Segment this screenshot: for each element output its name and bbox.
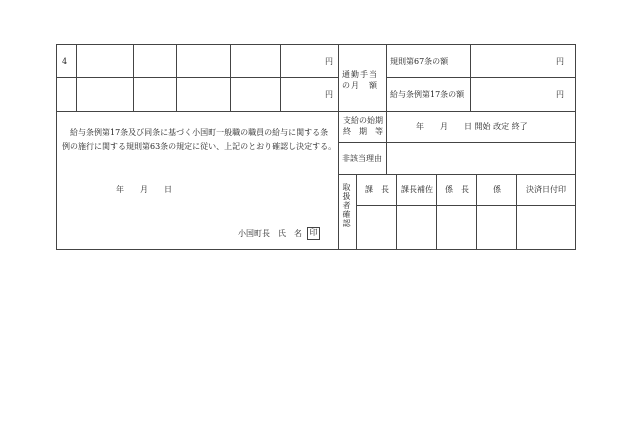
column-divider-1: [76, 44, 77, 111]
ordinance17-label: 給与条例第17条の額: [390, 90, 465, 99]
start-period-label: 支給の始期: [343, 116, 383, 125]
column-divider-3: [176, 44, 177, 111]
table-border-bottom: [56, 249, 576, 250]
row-divider-left: [56, 77, 338, 78]
yen-unit-1: 円: [325, 57, 333, 66]
period-date-line: 年 月 日 開始 改定 終了: [416, 122, 528, 131]
row-divider-period: [338, 142, 576, 143]
column-divider-label: [386, 44, 387, 174]
mayor-signature-label: 小国町長 氏 名: [238, 229, 302, 238]
table-border-left: [56, 44, 57, 250]
decision-text-line2: 例の施行に関する規則第63条の規定に従い、上記のとおり確認し決定する。: [62, 142, 337, 151]
non-applicable-label: 非該当理由: [342, 154, 382, 163]
row-number: 4: [62, 57, 68, 66]
column-divider-2: [133, 44, 134, 111]
decision-text-line1: 給与条例第17条及び同条に基づく小国町一般職の職員の給与に関する条: [70, 128, 329, 137]
yen-unit-2: 円: [325, 90, 333, 99]
commute-allowance-label: 通勤手当の月 額: [342, 70, 378, 90]
handler-col-section-chief: 課 長: [365, 185, 389, 194]
end-period-label: 終 期 等: [343, 127, 383, 136]
handler-col-subsection-chief: 係 長: [445, 185, 469, 194]
handler-col-staff: 係: [493, 185, 501, 194]
column-divider-4: [230, 44, 231, 111]
handler-col-assistant-chief: 課長補佐: [401, 185, 433, 194]
rule67-yen: 円: [556, 57, 564, 66]
decision-date: 年 月 日: [116, 185, 172, 194]
rule67-label: 規則第67条の額: [390, 57, 449, 66]
seal-mark: 印: [307, 227, 320, 240]
row-divider-right: [386, 77, 576, 78]
column-divider-handler-label: [356, 174, 357, 250]
table-border-top: [56, 44, 576, 45]
row-divider-handler: [356, 205, 576, 206]
row-divider-reason: [338, 174, 576, 175]
table-border-right: [575, 44, 576, 250]
ordinance17-yen: 円: [556, 90, 564, 99]
row-divider-main: [56, 111, 576, 112]
handler-confirm-label: 取扱者確認: [342, 183, 351, 228]
column-divider-amount: [470, 44, 471, 111]
handler-col-approval-stamp: 決済日付印: [526, 185, 566, 194]
column-divider-5: [280, 44, 281, 111]
column-divider-main: [338, 44, 339, 250]
